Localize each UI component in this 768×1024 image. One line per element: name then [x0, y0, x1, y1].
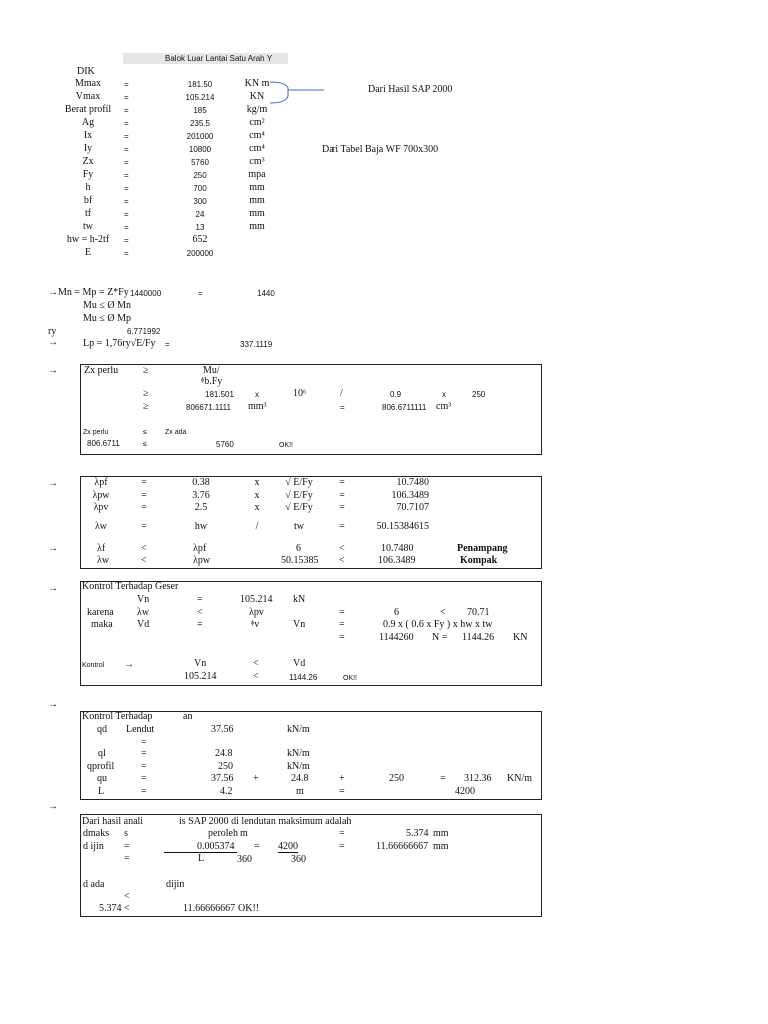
dik-param-name: Berat profil [64, 104, 112, 115]
lambda-res: 106.3489 [391, 490, 429, 501]
geser-ok: OK!! [343, 675, 358, 682]
lendut-plus1: + [253, 773, 259, 784]
lambda-eq: = [141, 477, 147, 488]
lambda-op: x [254, 490, 260, 501]
geser-six: 6 [394, 607, 399, 618]
sap-line1-b: is SAP 2000 di lendutan maksimum adalah [179, 816, 352, 827]
bracket-connector [262, 80, 326, 106]
lambda-eq: = [141, 502, 147, 513]
lw-res: 106.3489 [378, 555, 416, 566]
dik-param-name: tw [83, 221, 93, 232]
zx-mu-val: 181.501 [205, 390, 234, 399]
lambda-sym: λw [94, 521, 108, 532]
lendut-L-mm: 4200 [455, 786, 475, 797]
lendut-ql-val: 24.8 [215, 748, 233, 759]
lendut-qd-unit: kN/m [287, 724, 310, 735]
ry-value: 6.771992 [127, 327, 161, 336]
geser-title: Kontrol Terhadap Geser [82, 581, 179, 592]
dik-param-value: 700 [193, 184, 207, 193]
geser-vn3-val: 105.214 [184, 671, 217, 682]
zx-eq: = [340, 403, 345, 412]
lendut-arrow: → [48, 699, 58, 710]
lf-lt2: < [339, 543, 345, 554]
geser-kn: KN [513, 632, 528, 643]
zx-slash: / [340, 388, 343, 399]
geser-lpv: λpv [249, 607, 264, 618]
dik-param-value: 300 [193, 197, 207, 206]
zx-ok: OK!! [279, 442, 294, 449]
sap-eq4: = [339, 841, 345, 852]
lambda-sym: λpf [94, 477, 108, 488]
sap-dijin-res: 11.66666667 [376, 841, 429, 852]
geser-lpv-val: 70.71 [467, 607, 490, 618]
lambda-op: x [254, 502, 260, 513]
lendut-qd-val: 37.56 [211, 724, 234, 735]
sap-eq2: = [124, 841, 130, 852]
dik-param-unit: mpa [248, 169, 266, 180]
geser-vn2: Vn [293, 619, 306, 630]
lendut-title-b: an [183, 711, 193, 722]
dik-param-eq: = [124, 158, 129, 167]
dik-param-unit: kg/m [246, 104, 268, 115]
geser-vn-unit: kN [293, 594, 306, 605]
geser-arrow: → [48, 583, 58, 594]
lendut-qu-res: 312.36 [464, 773, 492, 784]
dik-param-value: 201000 [186, 132, 214, 141]
dik-param-unit: mm [249, 182, 265, 193]
lambda-fn: √ E/Fy [285, 490, 313, 501]
zx-ada-small: Zx ada [165, 429, 187, 436]
zx-mu-over: Mu/ [203, 365, 220, 376]
sap-360a: 360 [237, 854, 252, 865]
geser-eq1: = [197, 594, 203, 605]
dik-param-name: Zx [82, 156, 94, 167]
dik-param-eq: = [124, 184, 129, 193]
lendut-qp: qprofil [87, 761, 115, 772]
geser-eq4: = [339, 619, 345, 630]
lw-lt2: < [339, 555, 345, 566]
lendut-qu-b: 24.8 [291, 773, 309, 784]
lendut-qp-unit: kN/m [287, 761, 310, 772]
lambda-eq2: = [339, 477, 345, 488]
geser-kontrol: Kontrol [82, 662, 105, 669]
sap-mm2: mm [433, 841, 449, 852]
lp-eq: = [165, 340, 170, 349]
geser-lt2: < [440, 607, 446, 618]
dik-param-value: 13 [195, 223, 205, 232]
geser-eq5: = [339, 632, 345, 643]
lendut-plus2: + [339, 773, 345, 784]
geser-vn-val: 105.214 [240, 594, 273, 605]
note-tabel-b: ri Tabel Baja WF 700x300 [332, 144, 439, 155]
sap-dmaks: dmaks [83, 828, 110, 839]
geser-formula: 0.9 x ( 0.6 x Fy ) x hw x tw [383, 619, 493, 630]
dik-param-unit: mm [249, 208, 265, 219]
dik-param-unit: cm⁴ [249, 130, 265, 141]
dik-param-unit: cm⁴ [249, 143, 265, 154]
mn-value: 1440000 [130, 289, 162, 298]
dik-param-value: 250 [193, 171, 207, 180]
dik-param-name: Vmax [75, 91, 101, 102]
dik-label: DIK [77, 66, 95, 77]
lf-val: 6 [296, 543, 301, 554]
zx-le1: ≤ [143, 429, 147, 436]
zx-perlu-label: Zx perlu [84, 365, 119, 376]
sap-dijin2-val: 11.66666667 [183, 903, 236, 914]
zx-arrow: → [48, 365, 58, 376]
sap-peroleh: peroleh [208, 828, 238, 839]
dik-param-eq: = [124, 223, 129, 232]
dik-param-name: Iy [83, 143, 93, 154]
sap-dijin-v: 0.005374 [197, 841, 235, 852]
lambda-res: 50.15384615 [376, 521, 429, 532]
sap-dada-val: 5.374 [99, 903, 122, 914]
dik-param-name: tf [84, 208, 92, 219]
lambda-eq: = [141, 490, 147, 501]
sap-arrow: → [48, 801, 58, 812]
frac-num-underline [278, 852, 298, 853]
mn-formula: →Mn = Mp = Z*Fy [48, 287, 129, 298]
dik-param-name: Fy [82, 169, 94, 180]
lf-sym: λf [97, 543, 106, 554]
dik-param-value: 652 [192, 234, 208, 245]
lw-sym: λw [97, 555, 110, 566]
dik-param-unit: mm [249, 195, 265, 206]
geser-k-arrow: → [124, 659, 134, 670]
mn-eq: = [198, 289, 203, 298]
geser-kn-val: 1144.26 [462, 632, 495, 643]
lp-arrow: → [48, 337, 58, 348]
lendut-word: Lendut [126, 724, 155, 735]
lambda-fn: √ E/Fy [285, 477, 313, 488]
zx-x2: x [442, 390, 446, 399]
lambda-sym: λpw [92, 490, 110, 501]
geser-vn3: Vn [194, 658, 207, 669]
dik-param-eq: = [124, 145, 129, 154]
lendut-qu-eq: = [141, 773, 147, 784]
lambda-res: 10.7480 [396, 477, 429, 488]
note-sap: Dari Hasil SAP 2000 [368, 84, 453, 95]
geser-n-val: 1144260 [379, 632, 414, 643]
dik-param-eq: = [124, 119, 129, 128]
zx-mm3-val: 806671.1111 [186, 403, 231, 412]
mu-mn: Mu ≤ Ø Mn [83, 300, 131, 311]
zx-pow: 10⁶ [293, 388, 307, 399]
zx-cm3-unit: cm³ [436, 401, 452, 412]
dik-param-eq: = [124, 197, 129, 206]
lendut-L-eq2: = [339, 786, 345, 797]
dik-param-eq: = [124, 249, 129, 258]
geser-lt: < [197, 607, 203, 618]
dik-param-eq: = [124, 80, 129, 89]
geser-karena: karena [87, 607, 114, 618]
lp-value: 337.1119 [240, 340, 273, 349]
lf-lt: < [141, 543, 147, 554]
concl-penampang: Penampang [457, 543, 508, 554]
lendut-qu-unit: KN/m [507, 773, 532, 784]
sap-m: m [240, 828, 248, 839]
sap-dmaks-val: 5.374 [406, 828, 429, 839]
dik-param-name: Ix [83, 130, 93, 141]
zx-le2: ≤ [143, 441, 147, 448]
lendut-ql-unit: kN/m [287, 748, 310, 759]
lf-ref: λpf [193, 543, 207, 554]
sap-lt1: < [124, 891, 130, 902]
mu-mp: Mu ≤ Ø Mp [83, 313, 131, 324]
lendut-eq-solo: = [141, 737, 147, 748]
geser-vd2-val: 1144.26 [289, 673, 318, 682]
zx-ge1: ≥ [143, 365, 149, 376]
lendut-L-unit: m [296, 786, 304, 797]
lambda-coef: hw [194, 521, 208, 532]
zx-cm3-val: 806.6711111 [382, 403, 427, 412]
dik-param-value: 105.214 [185, 93, 215, 102]
lp-formula: Lp = 1,76ry√E/Fy [83, 338, 156, 349]
lambda-fn: tw [294, 521, 304, 532]
lambda-arrow2: → [48, 543, 58, 554]
dik-param-name: Ag [81, 117, 95, 128]
lendut-qp-val: 250 [218, 761, 233, 772]
dik-param-value: 185 [193, 106, 207, 115]
dik-param-unit: KN m [244, 78, 270, 89]
dik-param-unit: cm³ [249, 156, 265, 167]
dik-param-unit: mm [249, 221, 265, 232]
geser-lw: λw [137, 607, 150, 618]
lambda-eq2: = [339, 521, 345, 532]
lambda-sym: λpv [93, 502, 109, 513]
lendut-qu-eq2: = [440, 773, 446, 784]
geser-vn: Vn [137, 594, 150, 605]
zx-perlu-val: 806.6711 [87, 439, 120, 448]
dik-param-name: bf [83, 195, 93, 206]
dik-param-eq: = [124, 106, 129, 115]
sap-ok: OK!! [238, 903, 260, 914]
geser-eq3: = [197, 619, 203, 630]
zx-phi: 0.9 [390, 390, 402, 399]
geser-n-eq: N = [432, 632, 448, 643]
sap-dijin: d ijin [83, 841, 104, 852]
sap-line1-a: Dari hasil anali [82, 816, 144, 827]
dik-param-value: 200000 [186, 249, 214, 258]
lendut-qp-eq: = [141, 761, 147, 772]
lf-res: 10.7480 [381, 543, 414, 554]
zx-perlu-small: Zx perlu [83, 429, 109, 436]
dik-param-eq: = [124, 171, 129, 180]
zx-ge2: ≥ [143, 388, 149, 399]
lambda-op: x [254, 477, 260, 488]
sap-box [80, 814, 542, 917]
dik-param-name: E [84, 247, 92, 258]
lendut-qu-c: 250 [389, 773, 404, 784]
geser-phiv: ᶲv [251, 619, 260, 630]
lambda-eq2: = [339, 490, 345, 501]
geser-vd2: Vd [293, 658, 306, 669]
lambda-res: 70.7107 [396, 502, 429, 513]
lw-val: 50.15385 [281, 555, 319, 566]
lambda-eq2: = [339, 502, 345, 513]
sap-L: L [198, 853, 205, 864]
lendut-ql-eq: = [141, 748, 147, 759]
sap-dijin2: dijin [166, 879, 185, 890]
lambda-arrow1: → [48, 478, 58, 489]
dik-param-name: h [85, 182, 91, 193]
dik-param-name: Mmax [74, 78, 102, 89]
zx-phib-fy: ᶲb.Fy [201, 376, 223, 387]
zx-ge3: ≥ [143, 401, 149, 412]
dik-param-unit: KN [249, 91, 265, 102]
geser-eq2: = [339, 607, 345, 618]
lendut-L-eq: = [141, 786, 147, 797]
sap-eq5: = [124, 853, 130, 864]
lendut-qd: qd [97, 724, 107, 735]
note-tabel-a: Da [322, 144, 334, 155]
zx-ada-val: 5760 [216, 440, 234, 449]
sap-dada: d ada [83, 879, 105, 890]
lendut-L-val: 4.2 [220, 786, 233, 797]
sap-360b: 360 [291, 854, 306, 865]
dik-param-value: 181.50 [187, 80, 213, 89]
dik-param-eq: = [124, 93, 129, 102]
geser-lt3: < [253, 658, 259, 669]
sap-eq1: = [339, 828, 345, 839]
sap-frac-num: 4200 [278, 841, 298, 852]
lambda-coef: 2.5 [194, 502, 208, 513]
lendut-qu-a: 37.56 [211, 773, 234, 784]
sap-eq3: = [254, 841, 260, 852]
dik-param-value: 235.5 [189, 119, 211, 128]
lambda-op: / [255, 521, 259, 532]
geser-lt4: < [253, 671, 259, 682]
sheet-title: Balok Luar Lantai Satu Arah Y [165, 54, 273, 63]
dik-param-eq: = [124, 210, 129, 219]
geser-maka: maka [91, 619, 113, 630]
lendut-ql: ql [98, 748, 106, 759]
sap-mm1: mm [433, 828, 449, 839]
geser-vd: Vd [137, 619, 150, 630]
lambda-coef: 3.76 [192, 490, 210, 501]
concl-kompak: Kompak [460, 555, 498, 566]
dik-param-eq: = [124, 132, 129, 141]
zx-mm3-unit: mm³ [248, 401, 267, 412]
dik-param-name: hw = h-2tf [66, 234, 110, 245]
dik-param-value: 10800 [188, 145, 212, 154]
sap-s: s [124, 828, 128, 839]
lendut-title-a: Kontrol Terhadap [82, 711, 153, 722]
lw-lt: < [141, 555, 147, 566]
dik-param-value: 24 [195, 210, 205, 219]
lendut-L: L [98, 786, 105, 797]
lendut-qu: qu [97, 773, 107, 784]
lambda-coef: 0.38 [192, 477, 210, 488]
sap-lt2: < [124, 903, 130, 914]
lambda-fn: √ E/Fy [285, 502, 313, 513]
mn-result: 1440 [257, 289, 275, 298]
dik-param-value: 5760 [191, 158, 209, 167]
dik-param-eq: = [124, 236, 129, 245]
zx-fy: 250 [472, 390, 486, 399]
ry-label: ry [48, 326, 57, 337]
lambda-eq: = [141, 521, 147, 532]
dik-param-unit: cm² [249, 117, 265, 128]
zx-box [80, 364, 542, 455]
zx-x1: x [255, 390, 259, 399]
lw-ref: λpw [193, 555, 211, 566]
